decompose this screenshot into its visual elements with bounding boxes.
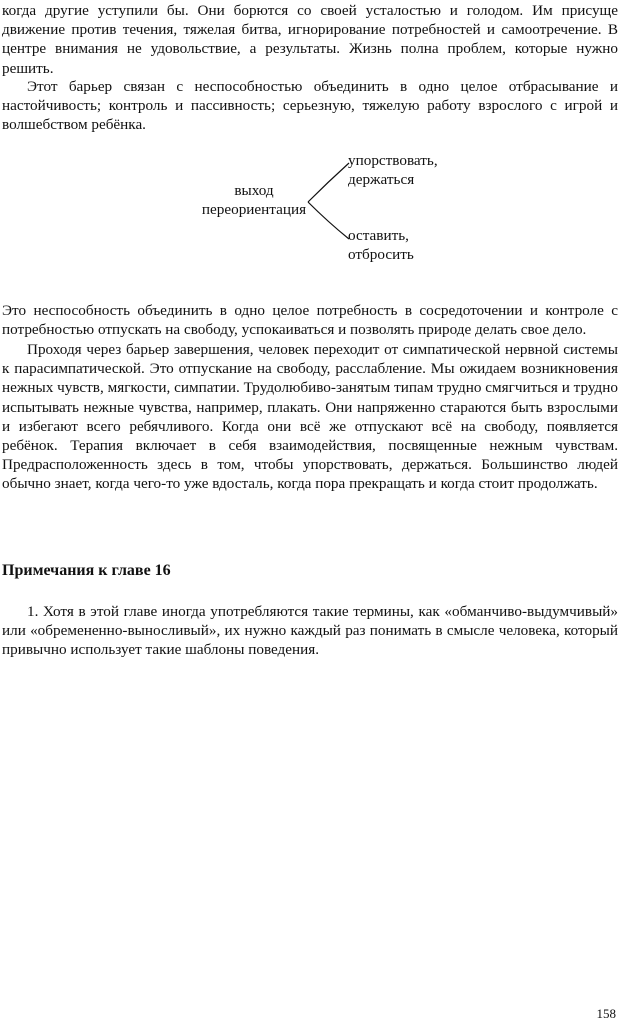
- diagram-source-line2: переориентация: [201, 201, 307, 219]
- paragraph-struggle: когда другие уступили бы. Они борются со своей усталостью и голодом. Им присуще движение против течения, тяжелая битва, игнорирование потребностей и самоотречение. В центре внимания не удовольствие, а результаты. Жизнь полна проблем, которые нужно решить.: [2, 2, 618, 77]
- diagram-lower-line1: оставить,: [348, 227, 409, 244]
- diagram-upper-branch: [348, 151, 438, 189]
- diagram-source-label: [198, 181, 310, 219]
- page-number: 158: [596, 1006, 616, 1021]
- reorientation-diagram: [2, 145, 618, 270]
- diagram-lower-branch: [348, 226, 414, 264]
- paragraph-inability: Это неспособность объединить в одно целое потребность в сосредоточении и контроле с потребностью отпускать на свободу, успокаиваться и позволять природе делать свое дело.: [2, 302, 618, 339]
- diagram-lower-line2: отбросить: [348, 246, 414, 264]
- diagram-upper-line2: держаться: [348, 171, 415, 189]
- branch-line-lower: [308, 202, 349, 239]
- paragraph-completion-barrier: Проходя через барьер завершения, человек переходит от симпатической нервной системы к парасимпатической. Это отпускание на свободу, расслабление. Мы ожидаем возникновения нежных чувств, мягкости, симпатии. Трудолюбиво-занятым типам трудно смягчиться и трудно испытывать нежные чувства, например, плакать. Они напряженно стараются быть взрослыми и избегают всего ребячливого. Когда они всё же отпускают всё на свободу, появляется ребёнок. Терапия включает в себя взаимодействия, посвященные нежным чувствам. Предрасположенность здесь в том, чтобы упорствовать, держаться. Большинство людей обычно знает, когда чего-то уже вдосталь, когда пора прекращать и когда стоит продолжать.: [2, 341, 618, 493]
- paragraph-barrier: Этот барьер связан с неспособностью объединить в одно целое отбрасывание и настойчивость; контроль и пассивность; серьезную, тяжелую работу взрослого с игрой и волшебством ребёнка.: [2, 78, 618, 134]
- notes-heading: Примечания к главе 16: [2, 562, 171, 579]
- diagram-source-line1: выход: [234, 182, 274, 199]
- note-item-1: 1. Хотя в этой главе иногда употребляются такие термины, как «обманчиво-выдумчивый» или «обремененно-выносливый», их нужно каждый раз понимать в смысле человека, который привычно использует такие шаблоны поведения.: [2, 603, 618, 659]
- document-page: [2, 0, 618, 1026]
- branch-line-upper: [308, 163, 349, 202]
- diagram-upper-line1: упорствовать,: [348, 152, 438, 169]
- diagram-branch-lines: [2, 145, 618, 270]
